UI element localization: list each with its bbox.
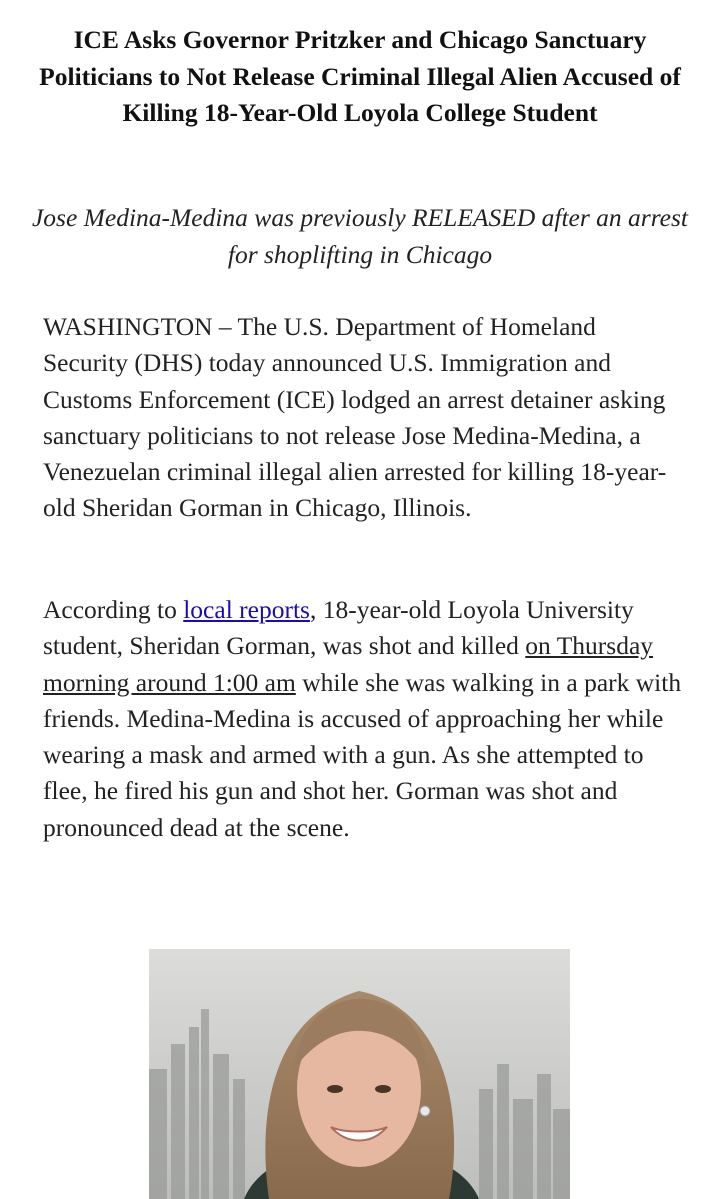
paragraph-text-middle: , 18-year-old Loyola University student, Sheridan Gorman, was shot and killed: [43, 595, 634, 661]
paragraph-local-reports: [43, 592, 683, 846]
victim-photo: [149, 949, 570, 1199]
headline: ICE Asks Governor Pritzker and Chicago Sanctuary Politicians to Not Release Criminal Illegal Alien Accused of Killing 18-Year-Old Loyola College Student: [39, 25, 681, 128]
subheadline: Jose Medina-Medina was previously RELEASED after an arrest for shoplifting in Chicago: [31, 203, 689, 269]
photo-illustration: [149, 949, 570, 1199]
local-reports-link[interactable]: local reports: [183, 595, 310, 624]
paragraph-text-lead: According to: [43, 595, 184, 624]
paragraph-washington: WASHINGTON – The U.S. Department of Homeland Security (DHS) today announced U.S. Immigration and Customs Enforcement (ICE) lodged an arrest detainer asking sanctuary politicians to not release Jose Medina-Medina, a Venezuelan criminal illegal alien arrested for killing 18-year-old Sheridan Gorman in Chicago, Illinois.: [43, 312, 667, 523]
underlined-time: on Thursday morning around 1:00 am: [43, 631, 654, 697]
paragraph-text-end: while she was walking in a park with friends. Medina-Medina is accused of approaching her while wearing a mask and armed with a gun. As she attempted to flee, he fired his gun and shot her. Gorman was shot and pronounced dead at the scene.: [43, 667, 682, 842]
